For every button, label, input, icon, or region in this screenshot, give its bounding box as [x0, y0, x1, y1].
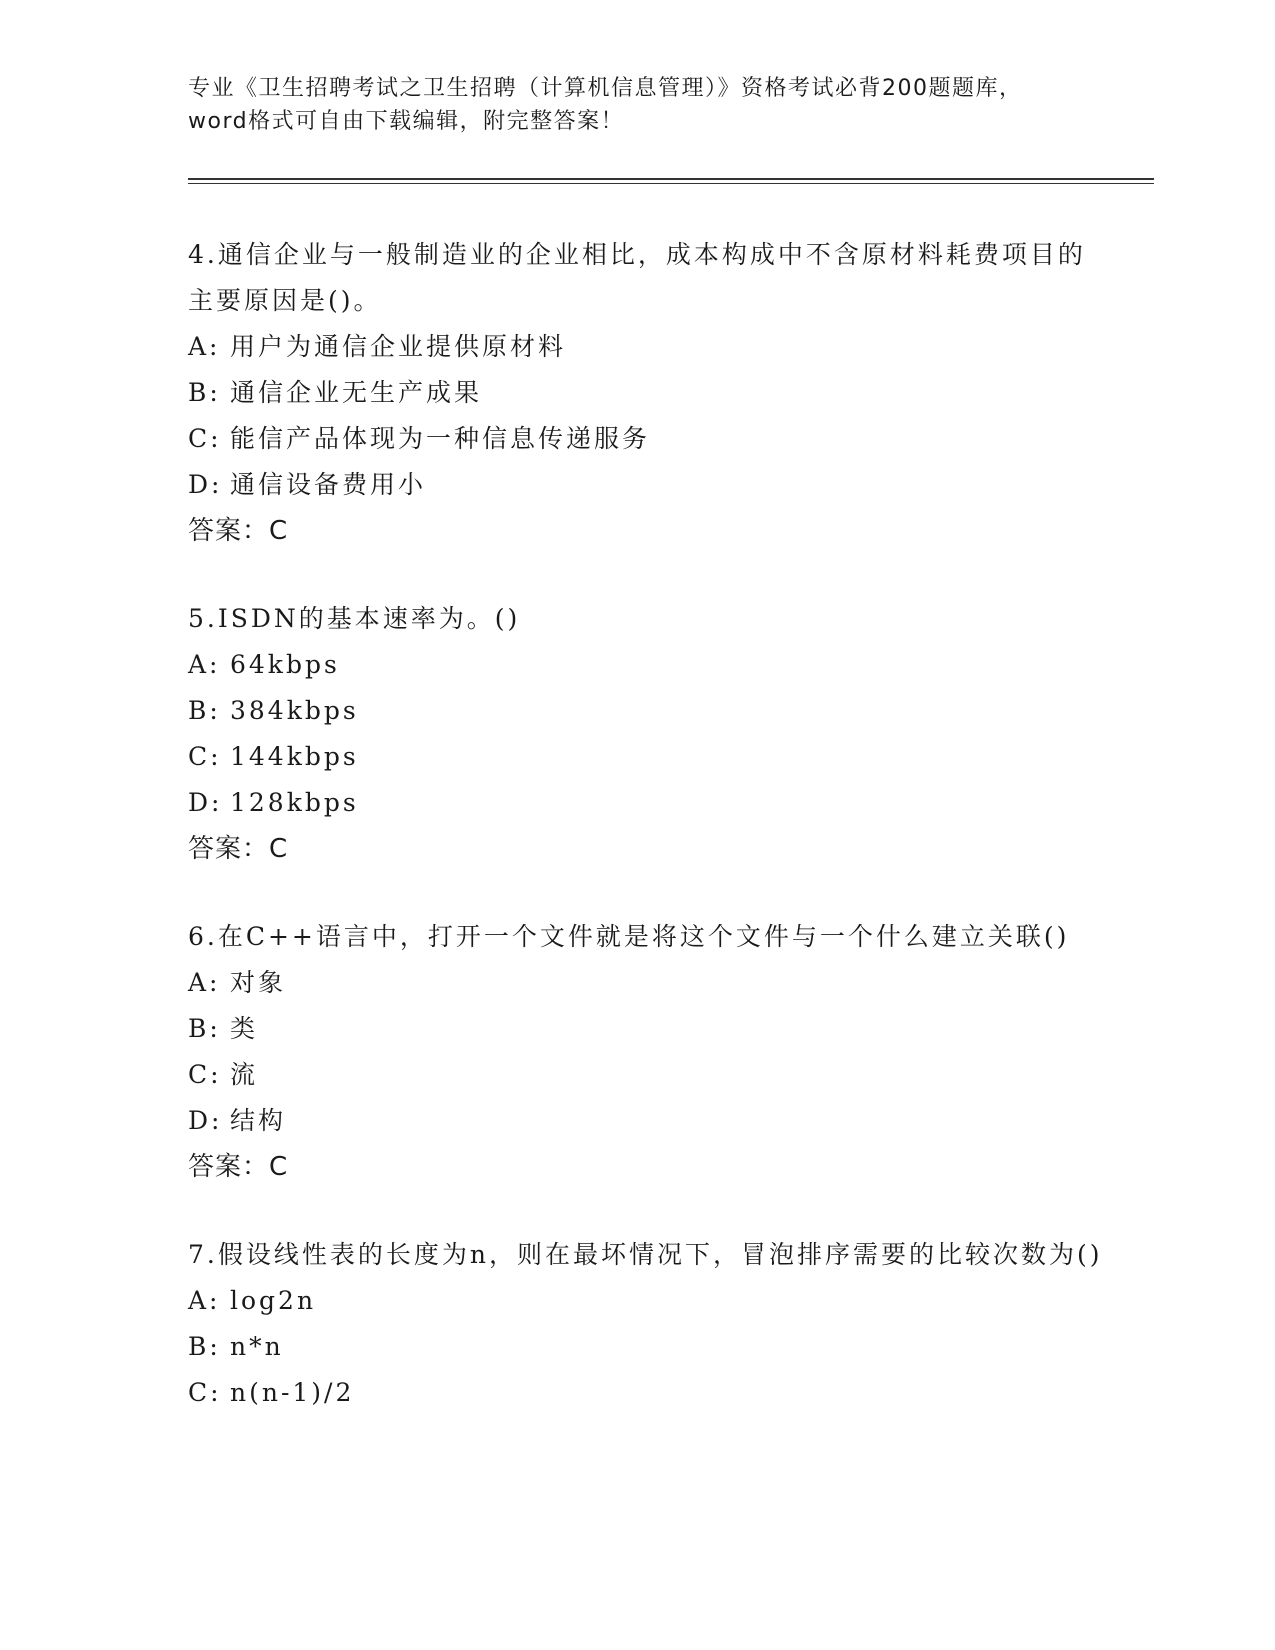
- option-a: [188, 1278, 1108, 1324]
- option-label: C:: [188, 1060, 222, 1089]
- option-label: B:: [188, 1332, 221, 1361]
- option-text: n(n-1)/2: [230, 1378, 355, 1407]
- option-d: [188, 780, 1108, 826]
- header-rule-thick: [188, 178, 1154, 180]
- question-7: [188, 1232, 1108, 1416]
- option-text: 用户为通信企业提供原材料: [230, 332, 567, 361]
- option-b: [188, 1324, 1108, 1370]
- option-text: 通信设备费用小: [230, 470, 427, 499]
- option-label: C:: [188, 424, 222, 453]
- answer: 答案：C: [188, 834, 289, 864]
- option-label: D:: [188, 470, 223, 499]
- option-c: [188, 1370, 1108, 1416]
- option-label: B:: [188, 696, 221, 725]
- question-5: [188, 596, 1108, 872]
- option-c: [188, 734, 1108, 780]
- option-text: 流: [230, 1060, 259, 1089]
- document-header: [188, 72, 1088, 138]
- option-label: C:: [188, 1378, 222, 1407]
- answer: 答案：C: [188, 516, 289, 546]
- option-text: 384kbps: [230, 696, 359, 725]
- option-text: 对象: [230, 968, 287, 997]
- option-text: 结构: [230, 1106, 287, 1135]
- question-stem: 5.ISDN的基本速率为。(): [188, 604, 521, 633]
- option-d: [188, 1098, 1108, 1144]
- option-text: 128kbps: [230, 788, 359, 817]
- option-label: A:: [188, 1286, 221, 1315]
- header-line-1: 专业《卫生招聘考试之卫生招聘（计算机信息管理）》资格考试必背200题题库，: [188, 76, 1023, 101]
- option-label: B:: [188, 1014, 221, 1043]
- option-text: log2n: [230, 1286, 317, 1315]
- question-stem: 7.假设线性表的长度为n，则在最坏情况下，冒泡排序需要的比较次数为(): [188, 1240, 1103, 1269]
- option-text: n*n: [230, 1332, 284, 1361]
- option-a: [188, 324, 1108, 370]
- option-b: [188, 688, 1108, 734]
- option-label: C:: [188, 742, 222, 771]
- option-text: 能信产品体现为一种信息传递服务: [230, 424, 651, 453]
- question-4: [188, 232, 1108, 554]
- option-a: [188, 960, 1108, 1006]
- option-text: 通信企业无生产成果: [230, 378, 483, 407]
- option-c: [188, 1052, 1108, 1098]
- question-6: [188, 914, 1108, 1190]
- question-stem: 4.通信企业与一般制造业的企业相比，成本构成中不含原材料耗费项目的主要原因是()。: [188, 240, 1086, 315]
- option-label: A:: [188, 332, 221, 361]
- header-rule-thin: [188, 183, 1154, 184]
- answer: 答案：C: [188, 1152, 289, 1182]
- option-label: B:: [188, 378, 221, 407]
- header-line-2: word格式可自由下载编辑，附完整答案！: [188, 109, 625, 134]
- option-d: [188, 462, 1108, 508]
- option-b: [188, 1006, 1108, 1052]
- option-label: A:: [188, 968, 221, 997]
- option-text: 类: [230, 1014, 259, 1043]
- option-c: [188, 416, 1108, 462]
- option-text: 64kbps: [230, 650, 340, 679]
- option-b: [188, 370, 1108, 416]
- option-label: A:: [188, 650, 221, 679]
- question-stem: 6.在C++语言中，打开一个文件就是将这个文件与一个什么建立关联(): [188, 922, 1070, 951]
- option-a: [188, 642, 1108, 688]
- option-label: D:: [188, 788, 223, 817]
- option-text: 144kbps: [230, 742, 359, 771]
- option-label: D:: [188, 1106, 223, 1135]
- question-list: [188, 232, 1108, 1458]
